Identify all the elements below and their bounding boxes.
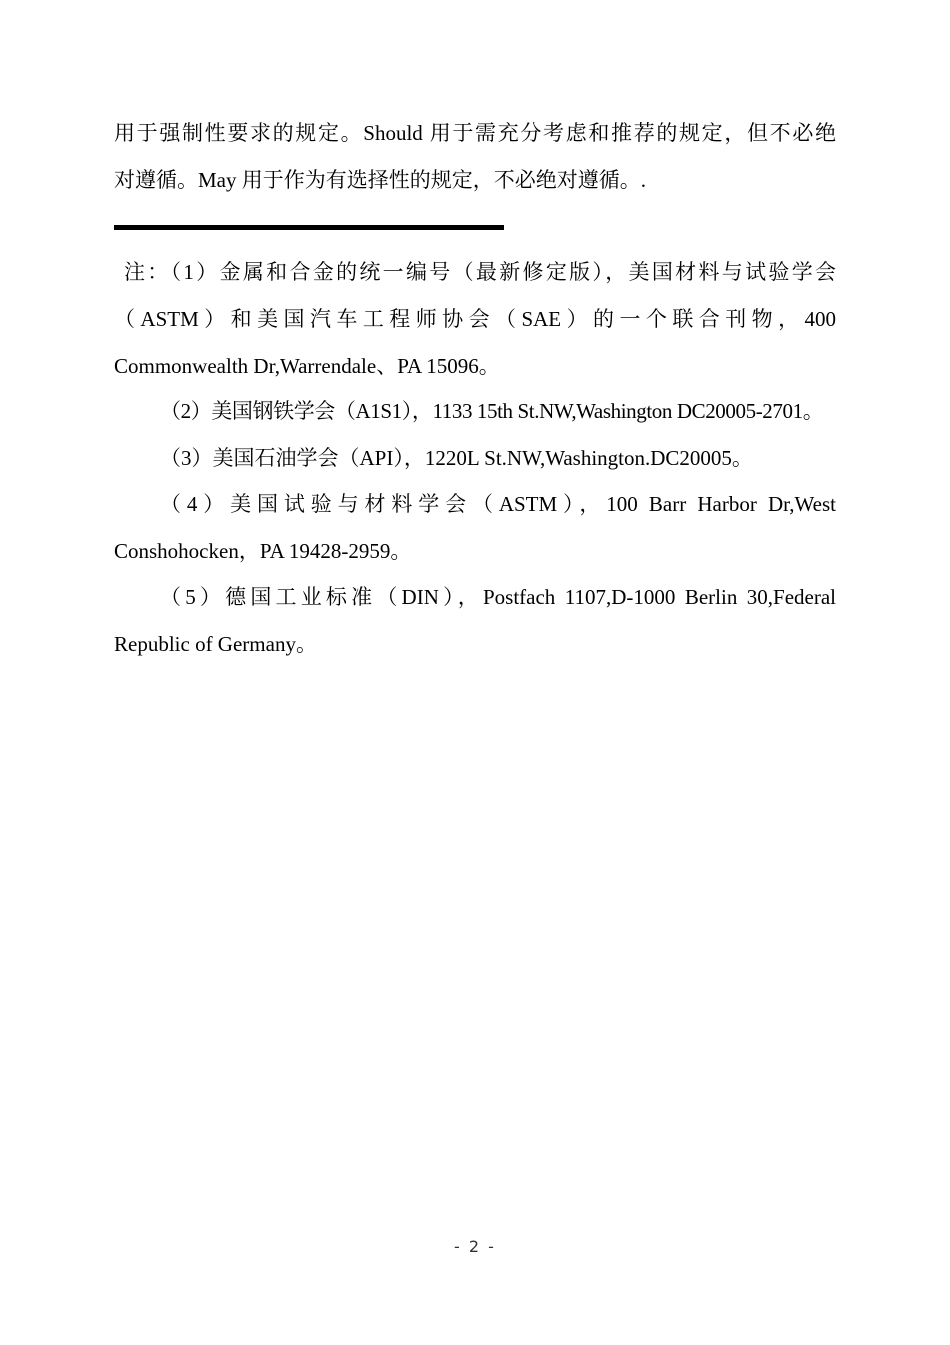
page-number: - 2 -	[454, 1237, 496, 1256]
note-5-line-1: （5）德国工业标准（DIN），Postfach 1107,D-1000 Berlin 30,Federal	[160, 585, 836, 609]
note-4-line-1: （4）美国试验与材料学会（ASTM），100 Barr Harbor Dr,West	[160, 492, 836, 516]
note-1-line-3: Commonwealth Dr,Warrendale、PA 15096。	[114, 354, 500, 378]
note-2: （2）美国钢铁学会（A1S1），1133 15th St.NW,Washington DC20005-2701。	[160, 399, 824, 423]
note-1-line-2: （ASTM）和美国汽车工程师协会（SAE）的一个联合刊物，400	[114, 307, 836, 331]
footnote-separator	[114, 225, 504, 230]
note-5-line-2: Republic of Germany。	[114, 632, 317, 656]
note-3: （3）美国石油学会（API），1220L St.NW,Washington.DC20005。	[160, 446, 753, 470]
note-1-line-1: 注：（1）金属和合金的统一编号（最新修定版），美国材料与试验学会	[124, 260, 836, 284]
note-4-line-2: Conshohocken，PA 19428-2959。	[114, 539, 412, 563]
intro-line-1: 用于强制性要求的规定。Should 用于需充分考虑和推荐的规定，但不必绝	[114, 121, 836, 145]
intro-line-2: 对遵循。May 用于作为有选择性的规定，不必绝对遵循。.	[114, 168, 646, 192]
